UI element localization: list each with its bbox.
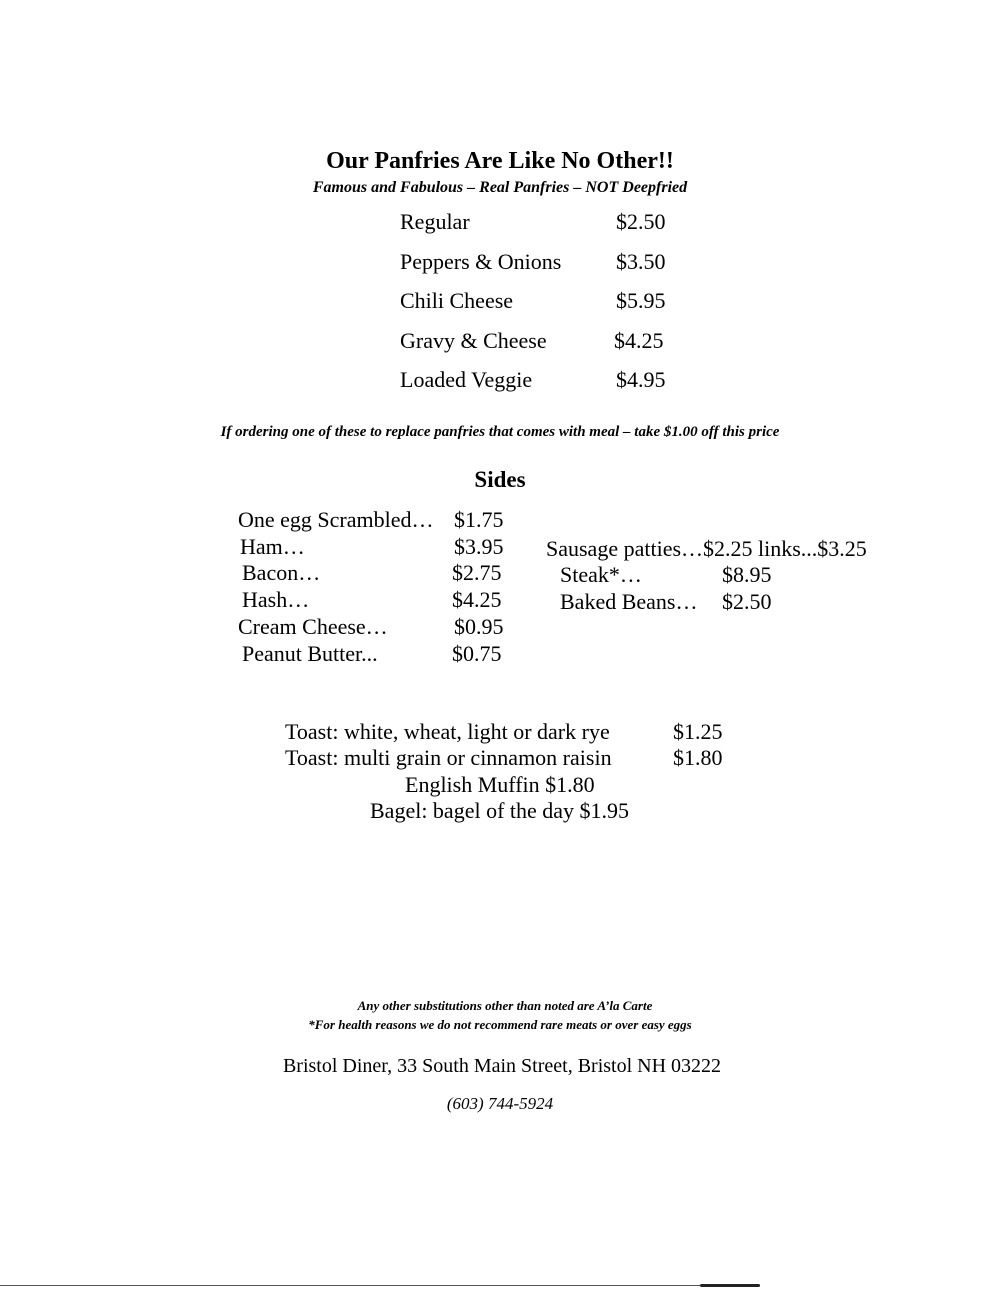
health-note: *For health reasons we do not recommend rare meats or over easy eggs xyxy=(308,1017,692,1032)
panfry-item-price: $4.25 xyxy=(614,328,664,353)
toast-item-price: $1.80 xyxy=(673,745,723,770)
sides-title: Sides xyxy=(474,467,526,492)
muffin-item: English Muffin $1.80 xyxy=(405,772,595,797)
diner-phone: (603) 744-5924 xyxy=(446,1094,554,1113)
side-item-price: $2.75 xyxy=(452,560,502,585)
toast-item-name: Toast: multi grain or cinnamon raisin xyxy=(285,745,612,770)
side-item-price: $3.95 xyxy=(454,534,504,559)
side-item-price: $8.95 xyxy=(722,562,772,587)
toast-item-name: Toast: white, wheat, light or dark rye xyxy=(285,719,610,744)
side-item-name: Ham… xyxy=(240,534,305,559)
panfry-item-name: Loaded Veggie xyxy=(400,367,533,392)
side-item-name: Steak*… xyxy=(560,562,642,587)
toast-item-price: $1.25 xyxy=(673,719,723,744)
panfry-item-name: Peppers & Onions xyxy=(400,249,562,274)
panfry-item-name: Gravy & Cheese xyxy=(400,328,547,353)
side-item-price: $0.95 xyxy=(454,614,504,639)
side-item-price: $4.25 xyxy=(452,587,502,612)
side-item-name: Cream Cheese… xyxy=(238,614,388,639)
side-item-name: Baked Beans… xyxy=(560,589,698,614)
substitution-note: Any other substitutions other than noted are A’la Carte xyxy=(357,998,653,1013)
page-edge-mark xyxy=(700,1284,760,1287)
panfry-item-name: Regular xyxy=(400,209,470,234)
side-item-name: Bacon… xyxy=(242,560,321,585)
panfries-note: If ordering one of these to replace panfries that comes with meal – take $1.00 off this price xyxy=(220,424,780,440)
panfry-item-price: $2.50 xyxy=(616,209,666,234)
side-item-name: One egg Scrambled… xyxy=(238,507,434,532)
panfries-subtitle: Famous and Fabulous – Real Panfries – NOT Deepfried xyxy=(312,179,688,196)
panfries-title: Our Panfries Are Like No Other!! xyxy=(326,148,674,174)
page-edge-line xyxy=(0,1285,760,1286)
side-item-name: Sausage patties…$2.25 links...$3.25 xyxy=(546,536,867,561)
panfry-item-name: Chili Cheese xyxy=(400,288,514,313)
side-item-price: $0.75 xyxy=(452,641,502,666)
side-item-price: $1.75 xyxy=(454,507,504,532)
side-item-name: Peanut Butter... xyxy=(242,641,378,666)
panfry-item-price: $4.95 xyxy=(616,367,666,392)
side-item-price: $2.50 xyxy=(722,589,772,614)
diner-address: Bristol Diner, 33 South Main Street, Bristol NH 03222 xyxy=(282,1055,722,1077)
side-item-name: Hash… xyxy=(242,587,310,612)
panfry-item-price: $5.95 xyxy=(616,288,666,313)
bagel-item: Bagel: bagel of the day $1.95 xyxy=(370,798,630,823)
panfry-item-price: $3.50 xyxy=(616,249,666,274)
